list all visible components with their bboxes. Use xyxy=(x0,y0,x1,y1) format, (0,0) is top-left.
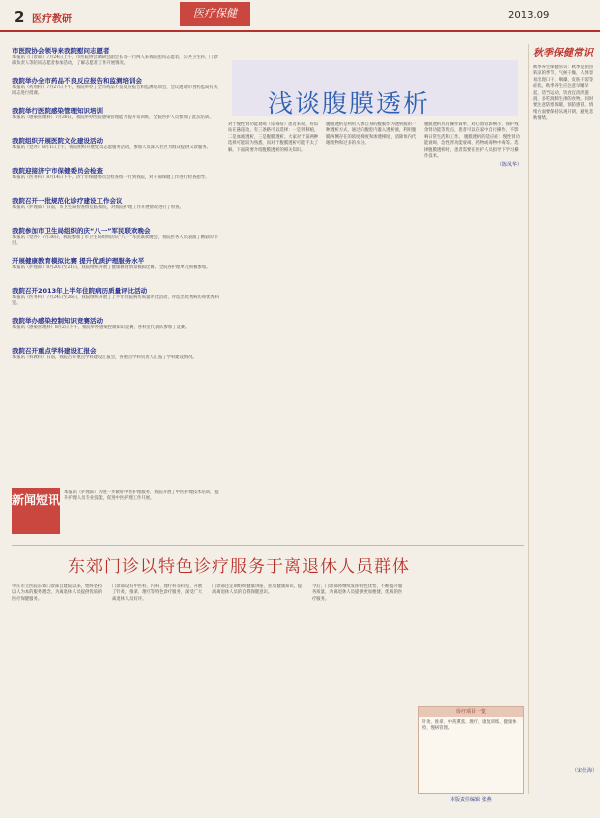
news-body: 本报讯（门诊部）7月24日上午，市医院协会调研会副会长等一行两人来我院慰问志愿者，公共卫生科、门诊部负责人等陪同志愿者参加活动，了解志愿者工作开展情况。 xyxy=(12,55,218,67)
news-body: 本报讯（护理部）8月20日至21日，我院组织开展了健康教育情景模拟比赛，全院各护理单元积极参加。 xyxy=(12,265,211,270)
news-item xyxy=(12,347,220,374)
news-headline: 我院召开重点学科建设汇报会 xyxy=(12,347,97,355)
news-headline: 市医院协会领导来我院慰问志愿者 xyxy=(12,47,110,55)
bottom-feature-column: 门诊部还定期组织健康讲座，普及健康知识，提高离退休人员的自我保健意识。 xyxy=(212,584,303,596)
issue-date: 2013.09 xyxy=(508,10,550,21)
news-item xyxy=(12,47,220,74)
news-item xyxy=(12,107,220,134)
news-body: 本报讯（医务科）7月24日至26日，我院组织开展了上半年住院病历质量评比活动，评选出优秀病历和优秀科室。 xyxy=(12,295,220,307)
news-item xyxy=(12,317,220,344)
editor-credit: 本版责任编辑 张燕 xyxy=(450,797,492,803)
health-tips-column xyxy=(528,44,597,794)
news-body: 本报讯（党办）7月30日，我院参加了市卫生局组织的庆“八一”军民联欢晚会，我院医务人员表演了精彩的节目。 xyxy=(12,235,218,247)
feature-column: 对于慢性肾功能衰竭（尿毒症）患者来说，好似站在悬崖边，有三条路可以选择：一是肾移植，二是血液透析，三是腹膜透析。大家对于前两种选择可能较为熟悉，而对于腹膜透析可能不太了解。下面简要介绍腹膜透析的相关知识。 xyxy=(228,122,319,153)
news-headline: 开展健康教育模拟比赛 提升优质护理服务水平 xyxy=(12,257,145,265)
news-item xyxy=(12,197,220,224)
news-headline: 我院参加市卫生局组织的庆“八一”军民联欢晚会 xyxy=(12,227,151,235)
feature-column-text: 腹膜透析具有操作简单、对心血管影响小、保护残余肾功能等优点，患者可以在家中自行操作，不影响日常生活和工作。 xyxy=(424,122,519,140)
feature-title: 浅谈腹膜透析 xyxy=(268,89,431,118)
news-headline: 我院举行医院感染管理知识培训 xyxy=(12,107,103,115)
services-table xyxy=(418,706,524,794)
news-item xyxy=(12,227,220,254)
news-body: 本报讯（党办）8月1日上午，我院组织开展党员志愿服务活动，参加人员深入社区为群众提供义诊服务。 xyxy=(12,145,211,150)
bottom-feature-column: 门诊部设有中医科、内科、理疗科等科室，开展了针灸、推拿、理疗等特色诊疗服务，深受广大离退休人员好评。 xyxy=(112,584,203,602)
news-headline: 我院组织开展医院文化建设活动 xyxy=(12,137,103,145)
banner-logo: 医疗保健 xyxy=(180,2,250,26)
news-body: 本报讯（感染管理科）8月2日下午，我院举办感染控制知识竞赛，各科室代表队参加了竞赛。 xyxy=(12,325,190,330)
news-body: 本报讯（药剂科）7月27日下午，我院举办了全市药品不良反应报告和监测培训会，会议邀请市食药监局有关同志进行授课。 xyxy=(12,85,218,97)
news-item xyxy=(12,287,220,314)
health-tips-author: （宋仕海） xyxy=(571,768,597,774)
news-body: 本报讯（科教科）日前，我院召开重点学科建设汇报会，各重点学科负责人汇报了学科建设情况。 xyxy=(12,355,197,360)
news-headline: 我院迎接济宁市保健委员会检查 xyxy=(12,167,103,175)
health-tips-title: 秋季保健常识 xyxy=(533,48,593,59)
bottom-feature-column: 今后，门诊部将继续发挥特色优势，不断提升服务质量，为离退休人员提供更加便捷、优质的医疗服务。 xyxy=(312,584,403,602)
news-headline: 我院召开2013年上半年住院病历质量评比活动 xyxy=(12,287,148,295)
news-brief-body: 本报讯（护理部）为进一步做好中医护理服务，我院开展了中医护理技术培训，提升护理人员专业技能，促进中医护理工作开展。 xyxy=(64,490,219,502)
news-brief-label: 新闻短讯 xyxy=(12,488,60,534)
news-body: 本报讯（医务科）8月14日下午，济宁市保健委员会检查组一行到我院，对干部保健工作进行检查指导。 xyxy=(12,175,210,180)
health-tips-body: 秋季养生保健常识：秋季是由热转凉的季节，气候干燥，人体容易出现口干、咽燥、皮肤干裂等症状。秋季养生应注意早睡早起，适当运动，饮食宜清淡滋润，多吃润肺生津的食物。同时要注意防寒保暖，预防感冒。情绪方面要保持乐观开朗，避免悲秋情绪。 xyxy=(533,65,594,122)
bottom-feature-column: 枣庄市立医院东郊门诊部自建院以来，始终坚持以人为本的服务理念，为离退休人员提供优质的医疗保健服务。 xyxy=(12,584,103,602)
news-item xyxy=(12,167,220,194)
page-number: 2 xyxy=(14,8,25,26)
section-title: 医疗教研 xyxy=(32,14,72,25)
services-table-body: 针灸、推拿、中药熏蒸、理疗、康复训练、健康体检、慢病管理。 xyxy=(422,720,517,732)
news-body: 本报讯（护理部）日前，市卫生局检查组莅临我院，对我院护理工作开展情况进行了检查。 xyxy=(12,205,184,210)
news-headline: 我院举办全市药品不良反应报告和监测培训会 xyxy=(12,77,142,85)
services-table-header: 诊疗项目一览 xyxy=(419,707,523,717)
feature-column xyxy=(424,122,522,534)
news-headline: 我院召开一批规范化诊疗建设工作会议 xyxy=(12,197,123,205)
news-headline: 我院举办感染控制知识竞赛活动 xyxy=(12,317,103,325)
page-header xyxy=(0,0,600,32)
feature-column: 腹膜透析是利用人体自身的腹膜作为透析膜的一种透析方式，通过向腹腔内灌入透析液，利用腹膜两侧存在的浓度梯度和渗透梯度，清除体内代谢废物和过多的水分。 xyxy=(326,122,417,147)
news-item xyxy=(12,137,220,164)
news-body: 本报讯（感染管理科）7月30日，我院举办医院感染管理能力提升培训班，全院医护人员参加了此次培训。 xyxy=(12,115,214,120)
feature-column-text: 腹膜透析的适应症：慢性肾功能衰竭、急性肾功能衰竭、药物或毒物中毒等。选择腹膜透析时，患者需要在医护人员指导下学习操作技术。 xyxy=(424,134,520,160)
news-item xyxy=(12,77,220,104)
news-item xyxy=(12,257,220,284)
feature-author: （陈凤华） xyxy=(496,162,522,169)
section-divider xyxy=(12,545,524,546)
bottom-feature-title: 东郊门诊以特色诊疗服务于离退休人员群体 xyxy=(68,557,410,577)
